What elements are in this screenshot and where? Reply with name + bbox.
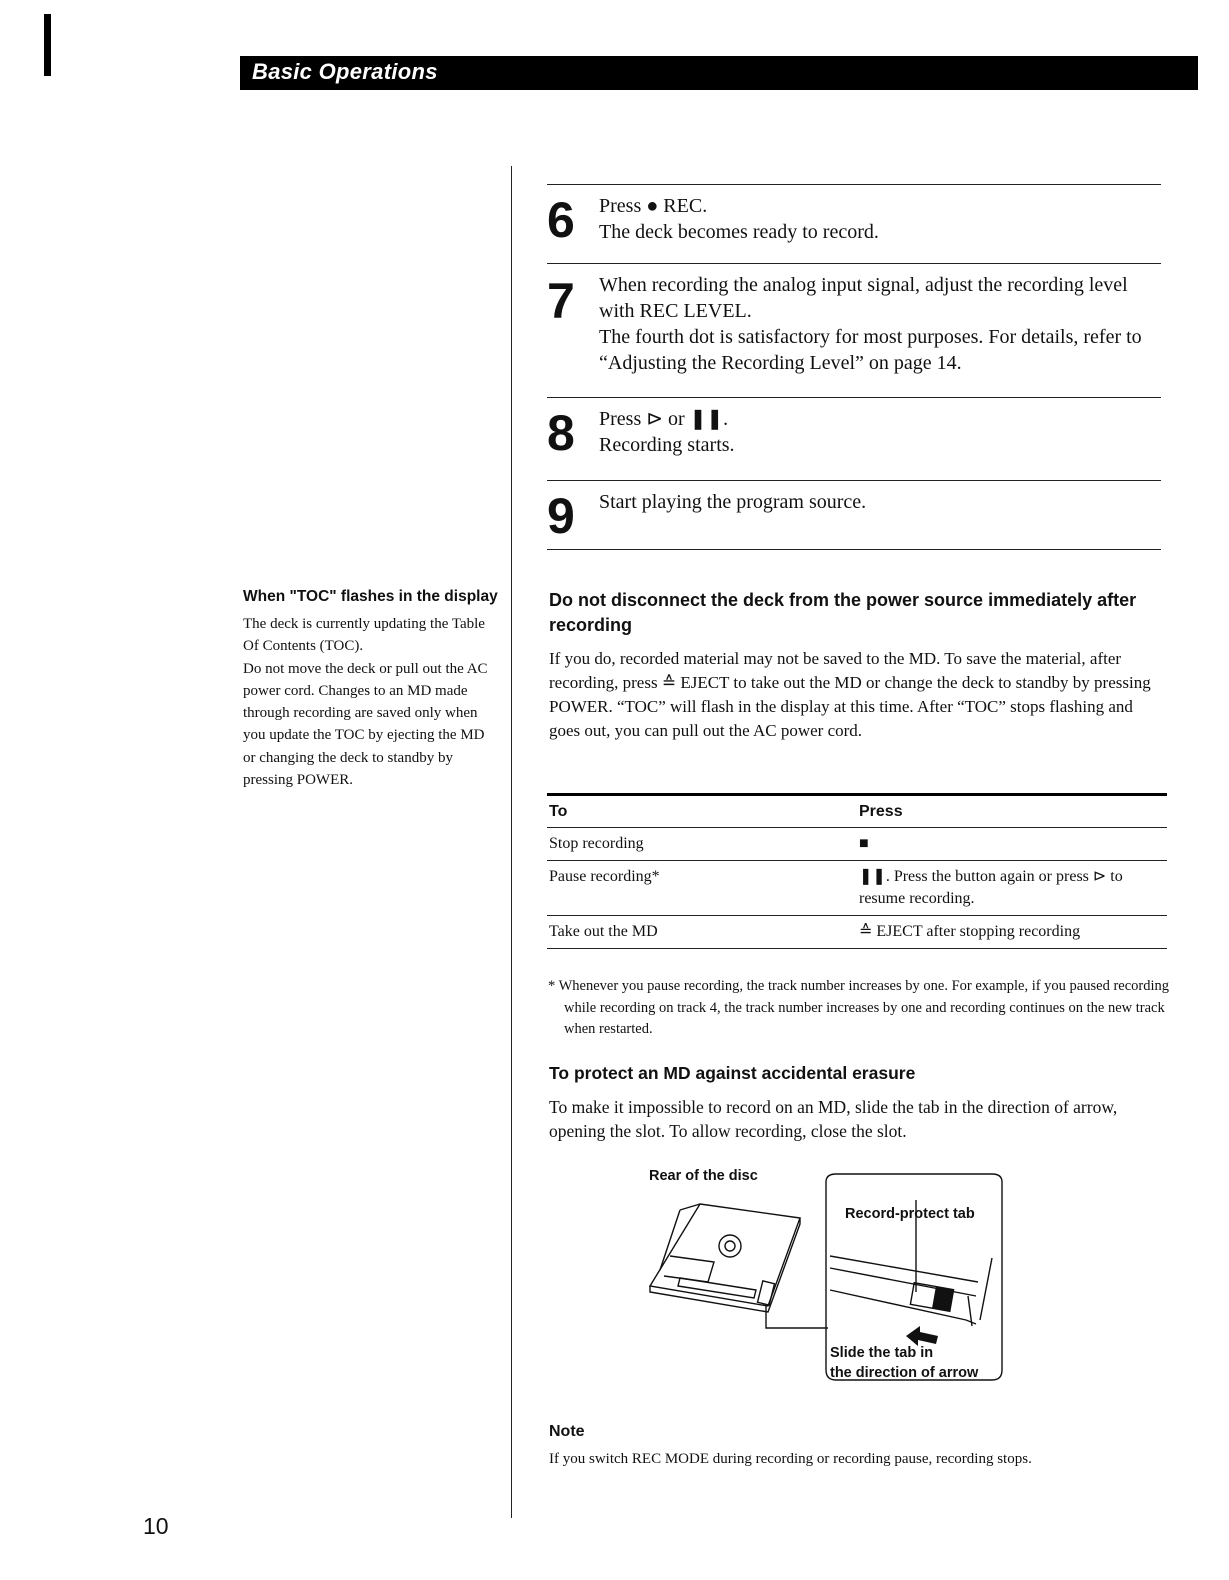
sidebar-paragraph: The deck is currently updating the Table Of Contents (TOC). bbox=[243, 616, 485, 655]
protect-heading: To protect an MD against accidental erasure bbox=[549, 1063, 916, 1083]
slide-tab-label: Slide the tab in bbox=[830, 1345, 934, 1361]
table-cell: Pause recording* bbox=[547, 861, 857, 916]
table-cell: Stop recording bbox=[547, 828, 857, 861]
record-protect-tab-label: Record-protect tab bbox=[845, 1206, 975, 1222]
table-header-cell: Press bbox=[857, 795, 1167, 828]
sidebar-note bbox=[243, 586, 498, 791]
record-protect-diagram bbox=[640, 1160, 1020, 1395]
step-number: 7 bbox=[547, 273, 575, 329]
table-cell: ≙ EJECT after stopping recording bbox=[857, 916, 1167, 949]
step-number: 9 bbox=[547, 488, 575, 544]
step-6 bbox=[547, 184, 1161, 263]
steps-bottom-rule bbox=[547, 549, 1161, 550]
table-row bbox=[547, 916, 1167, 949]
table-footnote: * Whenever you pause recording, the track number increases by one. For example, if you paused recording while recording on track 4, the track number increases by one and recording continues on the new track when restarted. bbox=[548, 978, 1170, 1037]
slide-direction-label: the direction of arrow bbox=[830, 1365, 979, 1381]
column-divider bbox=[511, 166, 512, 1518]
warning-heading: Do not disconnect the deck from the power source immediately after recording bbox=[549, 590, 1137, 635]
step-line: The fourth dot is satisfactory for most purposes. For details, refer to “Adjusting the Recording Level” on page 14. bbox=[599, 326, 1142, 374]
step-line: Press ⊳ or ❚❚. bbox=[599, 408, 729, 430]
page-edge-marker bbox=[44, 14, 51, 76]
table-cell: ❚❚. Press the button again or press ⊳ to resume recording. bbox=[857, 861, 1167, 916]
table-cell: ■ bbox=[857, 828, 1167, 861]
sidebar-paragraph: Do not move the deck or pull out the AC power cord. Changes to an MD made through recording are saved only when you update the TOC by ejecting the MD or changing the deck to standby by pressing POWER. bbox=[243, 660, 488, 789]
step-number: 6 bbox=[547, 192, 575, 248]
table-row bbox=[547, 828, 1167, 861]
operations-table bbox=[547, 793, 1167, 949]
warning-text: If you do, recorded material may not be saved to the MD. To save the material, after recording, press ≙ EJECT to take out the MD or change the deck to standby by pressing POWER. “TOC” will flash in the display at this time. After “TOC” stops flashing and goes out, you can pull out the AC power cord. bbox=[549, 649, 1151, 740]
sidebar-heading: When "TOC" flashes in the display bbox=[243, 588, 498, 605]
table-row bbox=[547, 861, 1167, 916]
step-number: 8 bbox=[547, 405, 575, 461]
section-header-bar bbox=[240, 56, 1198, 90]
step-line: Recording starts. bbox=[599, 434, 735, 456]
table-cell: Take out the MD bbox=[547, 916, 857, 949]
step-7 bbox=[547, 263, 1161, 397]
table-header-row bbox=[547, 795, 1167, 828]
step-8 bbox=[547, 397, 1161, 480]
rear-of-disc-label: Rear of the disc bbox=[649, 1168, 758, 1184]
step-9 bbox=[547, 480, 1161, 550]
table-header-cell: To bbox=[547, 795, 857, 828]
protect-text: To make it impossible to record on an MD, slide the tab in the direction of arrow, opening the slot. To allow recording, close the slot. bbox=[549, 1097, 1118, 1141]
section-title: Basic Operations bbox=[252, 59, 438, 84]
note-text: If you switch REC MODE during recording or recording pause, recording stops. bbox=[549, 1451, 1032, 1467]
step-line: Press ● REC. bbox=[599, 195, 708, 217]
step-line: The deck becomes ready to record. bbox=[599, 221, 879, 243]
note-heading: Note bbox=[549, 1423, 585, 1440]
step-line: When recording the analog input signal, adjust the recording level with REC LEVEL. bbox=[599, 274, 1128, 322]
step-line: Start playing the program source. bbox=[599, 491, 867, 513]
page-number: 10 bbox=[143, 1513, 169, 1539]
